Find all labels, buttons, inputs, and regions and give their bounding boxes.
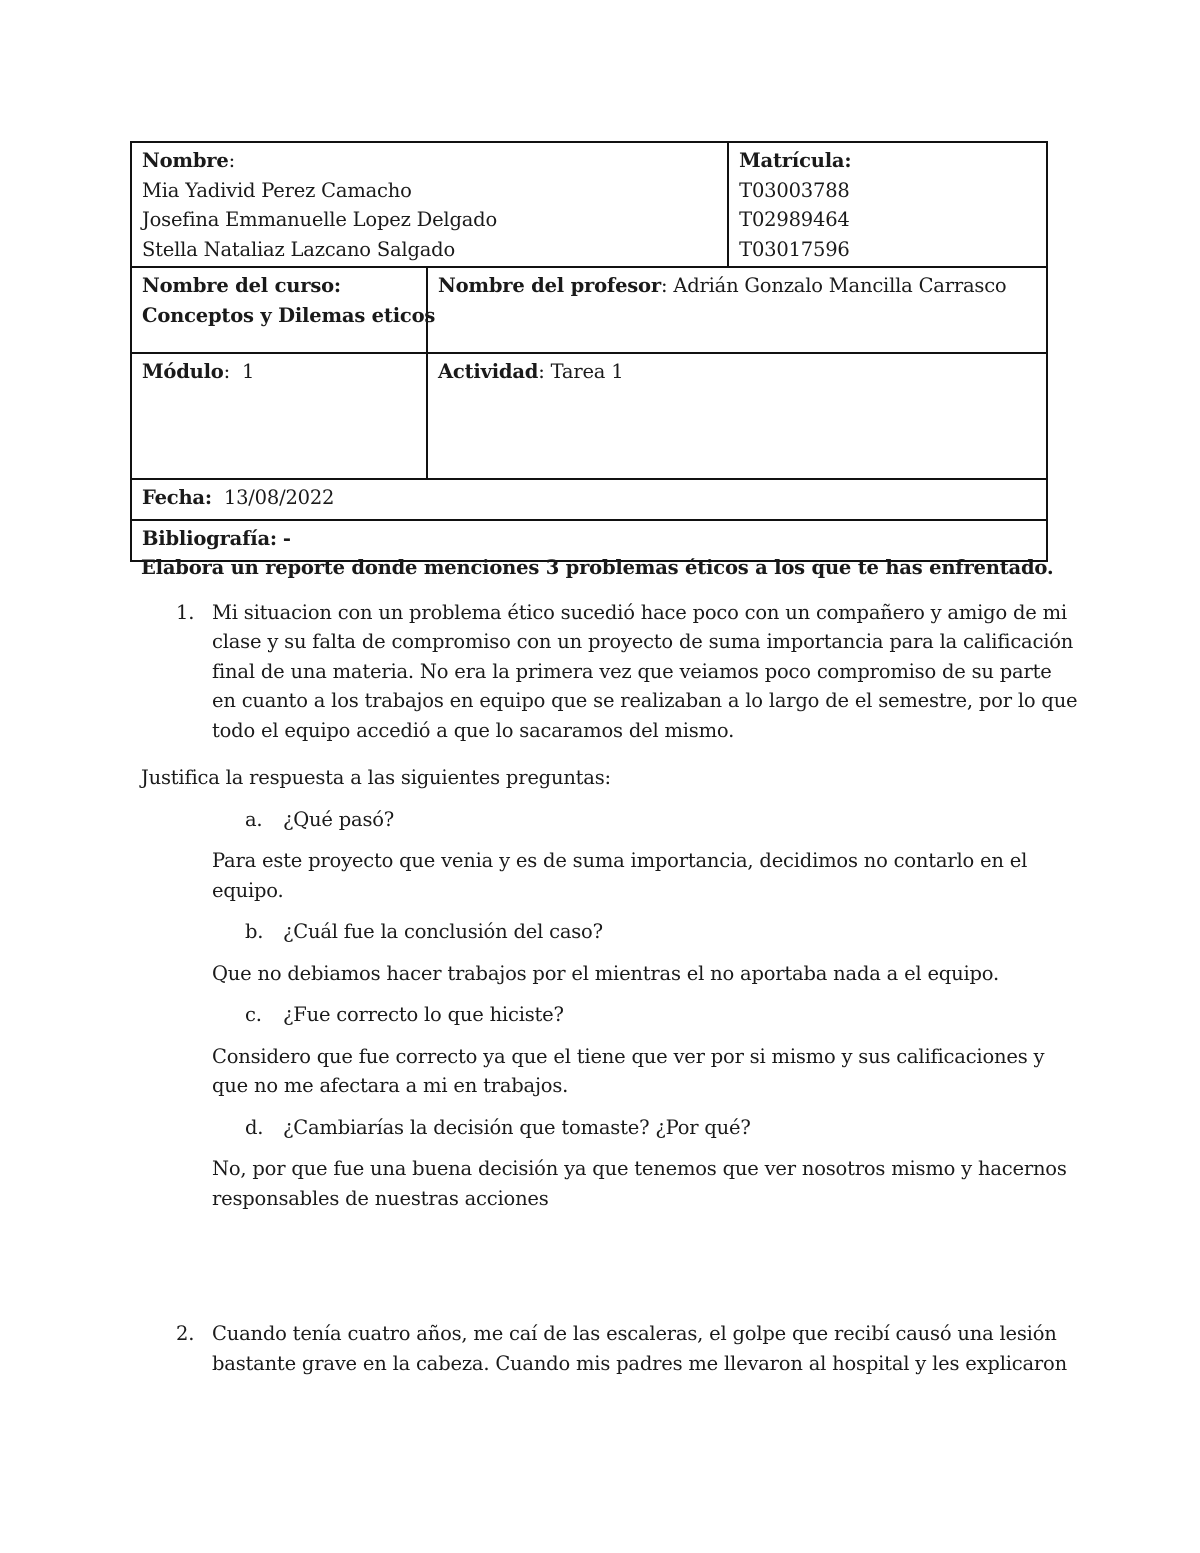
list-item: [141, 1319, 1081, 1378]
answer-text: Considero que fue correcto ya que el tiene que ver por si mismo y sus calificaciones y que no me afectara a mi en trabajos.: [212, 1044, 1045, 1097]
date-value: 13/08/2022: [223, 486, 335, 509]
date-label: Fecha:: [142, 486, 212, 509]
module-label: Módulo: [142, 360, 224, 383]
matricula-cell: [728, 142, 1047, 267]
professor-cell: Nombre del profesor: Adrián Gonzalo Mancilla Carrasco: [427, 267, 1047, 353]
matricula-label: Matrícula:: [739, 149, 852, 172]
item-number: 2.: [176, 1322, 195, 1345]
question-item: [141, 805, 1081, 835]
question-text: ¿Cambiarías la decisión que tomaste? ¿Por qué?: [283, 1115, 751, 1139]
activity-cell: Actividad: Tarea 1: [427, 353, 1047, 479]
date-cell: [131, 479, 1047, 520]
module-value: 1: [242, 360, 255, 383]
question-letter: b.: [245, 920, 264, 943]
item-text: Mi situacion con un problema ético sucedió hace poco con un compañero y amigo de mi clase y su falta de compromiso con un proyecto de suma importancia para la calificación final de una materia. No era la primera vez que veiamos poco compromiso de su parte en cuanto a los trabajos en equipo que se realizaban a lo largo de el semestre, por lo que todo el equipo accedió a que lo sacaramos del mismo.: [212, 600, 1078, 742]
header-row-date: [131, 479, 1047, 520]
answer-text: Que no debiamos hacer trabajos por el mientras el no aportaba nada a el equipo.: [212, 961, 999, 985]
course-label: Nombre del curso:: [142, 274, 341, 297]
student-name: Stella Nataliaz Lazcano Salgado: [142, 237, 455, 261]
student-name: Mia Yadivid Perez Camacho: [142, 178, 412, 202]
bibliography-value: -: [282, 527, 291, 550]
answer-text: Para este proyecto que venia y es de suma importancia, decidimos no contarlo en el equipo.: [212, 849, 1028, 902]
item-text: Cuando tenía cuatro años, me caí de las escaleras, el golpe que recibí causó una lesión bastante grave en la cabeza. Cuando mis padres me llevaron al hospital y les explicaron: [212, 1322, 1067, 1375]
question-item: [141, 1000, 1081, 1030]
course-cell: [131, 267, 436, 353]
report-body: [141, 553, 1081, 1378]
question-text: ¿Fue correcto lo que hiciste?: [283, 1003, 564, 1026]
question-item: [141, 917, 1081, 947]
matricula-number: T03017596: [739, 237, 850, 261]
course-name: Conceptos y Dilemas eticos: [142, 303, 436, 327]
activity-value: Tarea 1: [550, 360, 624, 383]
item-number: 1.: [176, 600, 195, 624]
name-label: Nombre: [142, 149, 229, 172]
activity-label: Actividad: [437, 360, 539, 383]
matricula-number: T03003788: [739, 178, 850, 202]
question-letter: d.: [245, 1115, 264, 1139]
header-table: [130, 141, 1048, 562]
question-letter: c.: [245, 1003, 262, 1026]
question-letter: a.: [245, 807, 263, 831]
names-cell: Nombre: Mia Yadivid Perez Camacho Josefina Emmanuelle Lopez Delgado Stella Nataliaz Lazcano Salgado: [131, 142, 728, 267]
justify-prompt: Justifica la respuesta a las siguientes preguntas:: [141, 766, 611, 789]
question-text: ¿Qué pasó?: [283, 807, 395, 831]
header-row-module: [131, 353, 1047, 479]
list-item: [141, 598, 1081, 746]
student-name: Josefina Emmanuelle Lopez Delgado: [142, 208, 497, 231]
answer-text: No, por que fue una buena decisión ya que tenemos que ver nosotros mismo y hacernos responsables de nuestras acciones: [212, 1157, 1067, 1210]
question-item: [141, 1113, 1081, 1143]
bibliography-label: Bibliografía:: [142, 527, 277, 550]
header-row-names: [131, 142, 1047, 267]
matricula-number: T02989464: [739, 208, 850, 231]
professor-label: Nombre del profesor: [437, 274, 661, 297]
module-cell: Módulo: 1: [131, 353, 427, 479]
question-text: ¿Cuál fue la conclusión del caso?: [283, 920, 603, 943]
instruction-heading: Elabora un reporte donde menciones 3 problemas éticos a los que te has enfrentado.: [141, 556, 1054, 579]
professor-name: Adrián Gonzalo Mancilla Carrasco: [673, 274, 1007, 297]
header-row-course: [131, 267, 1047, 353]
